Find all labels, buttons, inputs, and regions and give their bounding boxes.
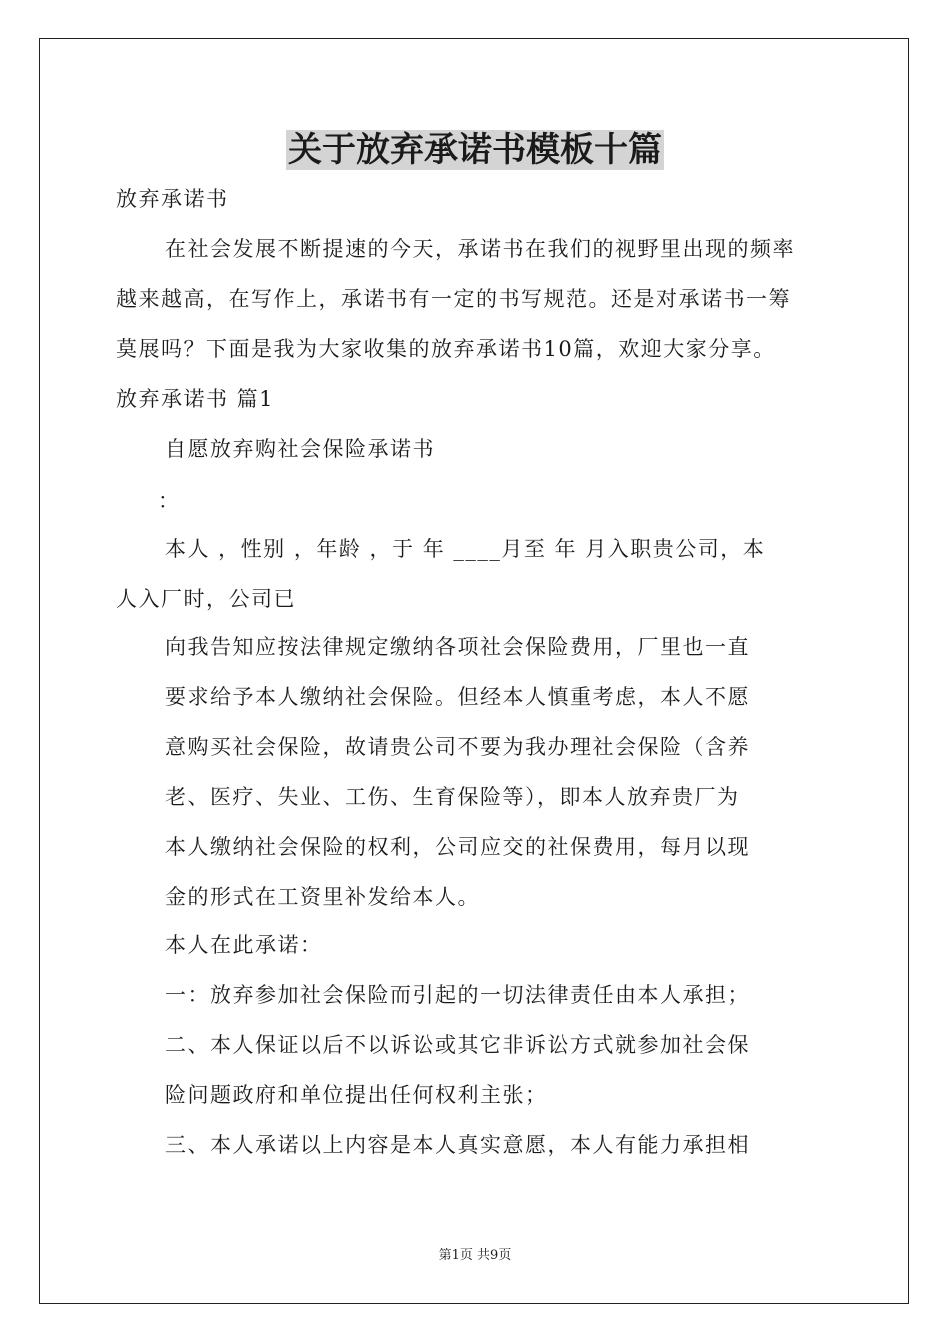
paragraph-line: 意购买社会保险，故请贵公司不要为我办理社会保险（含养: [165, 735, 750, 759]
paragraph-line: 在社会发展不断提速的今天，承诺书在我们的视野里出现的频率: [165, 237, 795, 261]
paragraph-line: 向我告知应按法律规定缴纳各项社会保险费用，厂里也一直: [165, 635, 750, 659]
paragraph-line: 莫展吗？下面是我为大家收集的放弃承诺书10篇，欢迎大家分享。: [116, 337, 776, 361]
list-item: 一：放弃参加社会保险而引起的一切法律责任由本人承担；: [165, 983, 750, 1007]
section-heading: 放弃承诺书: [116, 187, 229, 211]
list-item: 二、本人保证以后不以诉讼或其它非诉讼方式就参加社会保: [165, 1033, 750, 1057]
paragraph-line: 人入厂时，公司已: [116, 587, 296, 611]
paragraph-line: 本人缴纳社会保险的权利，公司应交的社保费用，每月以现: [165, 835, 750, 859]
list-item: 三、本人承诺以上内容是本人真实意愿，本人有能力承担相: [165, 1133, 750, 1157]
page-border: [39, 38, 909, 1304]
list-item: 险问题政府和单位提出任何权利主张；: [165, 1083, 548, 1107]
paragraph-line: 要求给予本人缴纳社会保险。但经本人慎重考虑，本人不愿: [165, 685, 750, 709]
section-heading: 放弃承诺书 篇1: [116, 387, 275, 411]
document-title: 关于放弃承诺书模板十篇: [288, 130, 662, 170]
page-number: 第1页 共9页: [438, 1248, 512, 1263]
letter-title: 自愿放弃购社会保险承诺书: [165, 437, 435, 461]
paragraph-line: 金的形式在工资里补发给本人。: [165, 885, 480, 909]
paragraph-line: 本人在此承诺：: [165, 933, 323, 957]
paragraph-line: 老、医疗、失业、工伤、生育保险等），即本人放弃贵厂为: [165, 785, 740, 809]
paragraph-line: 本人 ，性别 ，年龄 ，于 年 ____月至 年 月入职贵公司，本: [165, 537, 766, 561]
salutation: ：: [158, 489, 181, 513]
paragraph-line: 越来越高，在写作上，承诺书有一定的书写规范。还是对承诺书一筹: [116, 287, 791, 311]
